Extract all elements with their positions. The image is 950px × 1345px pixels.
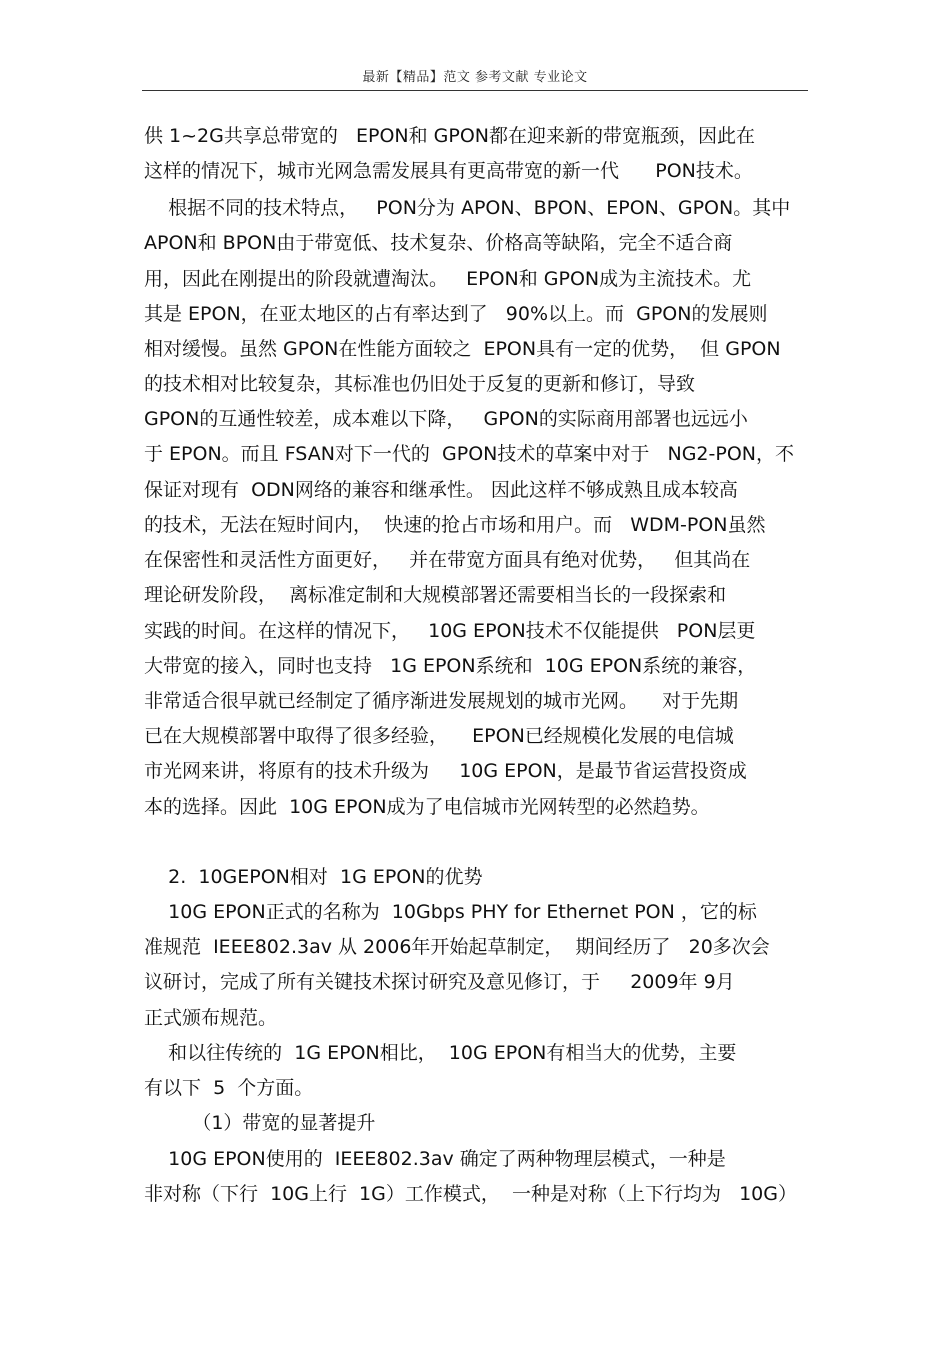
text-line: 于 EPON。而且 FSAN对下一代的 GPON技术的草案中对于 NG2-PON，不	[144, 443, 794, 465]
subsection-heading: （1）带宽的显著提升	[144, 1112, 376, 1134]
text-line: 在保密性和灵活性方面更好， 并在带宽方面具有绝对优势， 但其尚在	[144, 549, 751, 571]
text-line: 本的选择。因此 10G EPON成为了电信城市光网转型的必然趋势。	[144, 796, 710, 818]
text-line: 相对缓慢。虽然 GPON在性能方面较之 EPON具有一定的优势， 但 GPON	[144, 338, 781, 360]
text-line: 理论研发阶段， 离标准定制和大规模部署还需要相当长的一段探索和	[144, 584, 727, 606]
text-line: GPON的互通性较差，成本难以下降， GPON的实际商用部署也远远小	[144, 408, 748, 430]
page-header: 最新【精品】范文 参考文献 专业论文	[362, 70, 588, 85]
text-line: 大带宽的接入，同时也支持 1G EPON系统和 10G EPON系统的兼容，	[144, 655, 757, 677]
text-line: 议研讨，完成了所有关键技术探讨研究及意见修订，于 2009年 9月	[144, 971, 735, 993]
text-line: 10G EPON正式的名称为 10Gbps PHY for Ethernet PON ，它的标	[144, 901, 757, 923]
text-line: 实践的时间。在这样的情况下， 10G EPON技术不仅能提供 PON层更	[144, 620, 756, 642]
text-line: 10G EPON使用的 IEEE802.3av 确定了两种物理层模式，一种是	[144, 1148, 726, 1170]
text-line: 的技术相对比较复杂，其标准也仍旧处于反复的更新和修订，导致	[144, 373, 696, 395]
text-line: 和以往传统的 1G EPON相比， 10G EPON有相当大的优势，主要	[144, 1042, 737, 1064]
text-line: 正式颁布规范。	[144, 1007, 278, 1029]
text-line: 供 1~2G共享总带宽的 EPON和 GPON都在迎来新的带宽瓶颈，因此在	[144, 125, 755, 147]
section-heading: 2. 10GEPON相对 1G EPON的优势	[144, 866, 483, 888]
text-line: 保证对现有 ODN网络的兼容和继承性。 因此这样不够成熟且成本较高	[144, 479, 738, 501]
text-line: 已在大规模部署中取得了很多经验， EPON已经规模化发展的电信城	[144, 725, 734, 747]
text-line: 的技术，无法在短时间内， 快速的抢占市场和用户。而 WDM-PON虽然	[144, 514, 766, 536]
text-line: 准规范 IEEE802.3av 从 2006年开始起草制定， 期间经历了 20多次会	[144, 936, 770, 958]
text-line: 非对称（下行 10G上行 1G）工作模式， 一种是对称（上下行均为 10G）	[144, 1183, 797, 1205]
text-line: 非常适合很早就已经制定了循序渐进发展规划的城市光网。 对于先期	[144, 690, 739, 712]
text-line: 这样的情况下，城市光网急需发展具有更高带宽的新一代 PON技术。	[144, 160, 753, 182]
text-line: 根据不同的技术特点， PON分为 APON、BPON、EPON、GPON。其中	[144, 197, 791, 219]
text-line: 市光网来讲，将原有的技术升级为 10G EPON，是最节省运营投资成	[144, 760, 747, 782]
text-line: 用，因此在刚提出的阶段就遭淘汰。 EPON和 GPON成为主流技术。尤	[144, 268, 752, 290]
text-line: APON和 BPON由于带宽低、技术复杂、价格高等缺陷，完全不适合商	[144, 232, 733, 254]
header-divider	[142, 90, 808, 91]
text-line: 有以下 5 个方面。	[144, 1077, 314, 1099]
text-line: 其是 EPON，在亚太地区的占有率达到了 90%以上。而 GPON的发展则	[144, 303, 768, 325]
